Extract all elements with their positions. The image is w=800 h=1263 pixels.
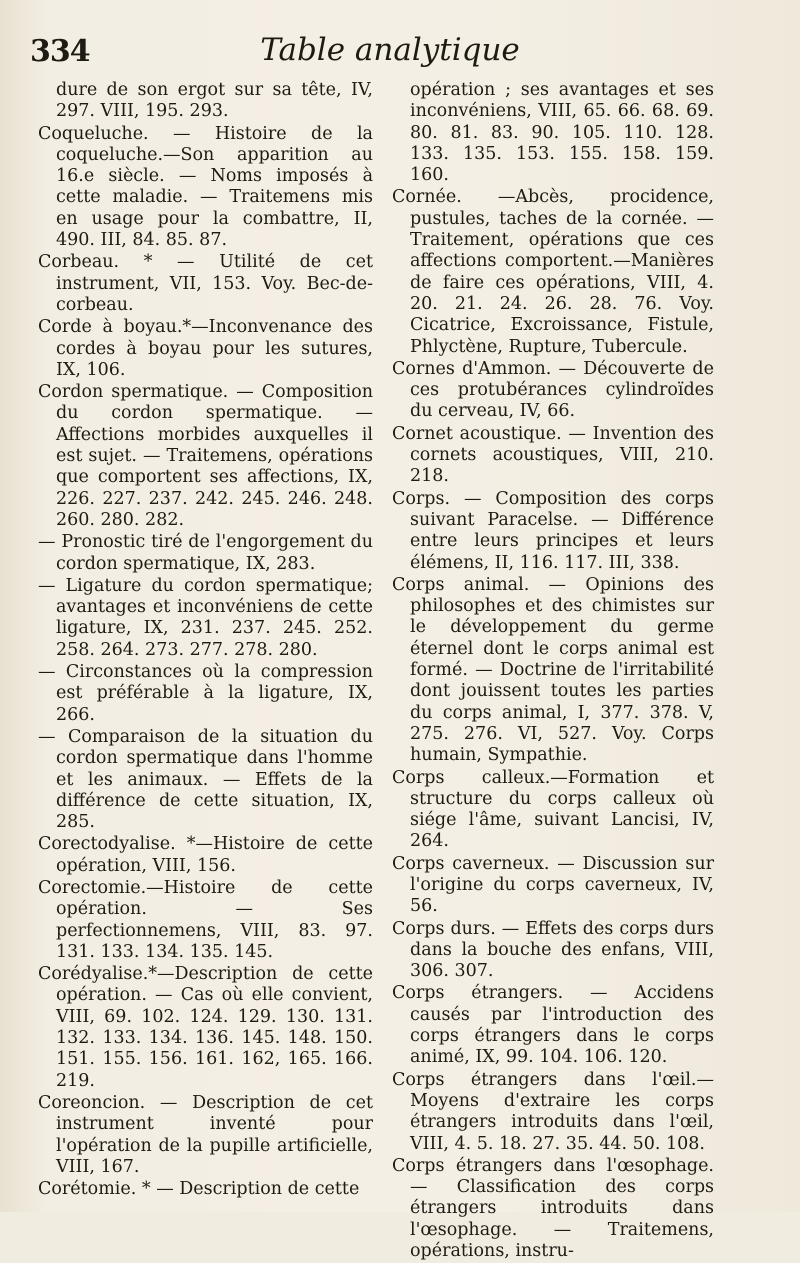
index-entry: — Comparaison de la situation du cordon spermatique dans l'homme et les animaux. — Effets de la différence de cette situation, IX, 285.: [38, 726, 373, 833]
index-entry: Corde à boyau.*—Inconvenance des cordes à boyau pour les sutures, IX, 106.: [38, 317, 373, 380]
left-column: [38, 80, 373, 1201]
index-entry: Corétomie. * — Description de cette: [38, 1179, 360, 1200]
index-entry: dure de son ergot sur sa tête, IV, 297. VIII, 195. 293.: [56, 80, 373, 122]
index-entry: Coqueluche. — Histoire de la coqueluche.—Son apparition au 16.e siècle. — Noms imposés à cette maladie. — Traitemens mis en usage pour la combattre, II, 490. III, 84. 85. 87.: [38, 123, 373, 251]
index-entry: Corectodyalise. *—Histoire de cette opération, VIII, 156.: [38, 834, 373, 876]
index-entry: Corédyalise.*—Description de cette opération. — Cas où elle convient, VIII, 69. 102. 124. 129. 130. 131. 132. 133. 134. 136. 145. 148. 150. 151. 155. 156. 161. 162, 165. 166. 219.: [38, 964, 373, 1091]
index-entry: Corbeau. * — Utilité de cet instrument, VII, 153. Voy. Bec-de-corbeau.: [38, 252, 373, 315]
index-entry: Corps caverneux. — Discussion sur l'origine du corps caverneux, IV, 56.: [392, 853, 714, 917]
index-entry: Corps. — Composition des corps suivant Paracelse. — Différence entre leurs principes et leurs élémens, II, 116. 117. III, 338.: [392, 488, 714, 573]
index-entry: Cornes d'Ammon. — Découverte de ces protubérances cylindroïdes du cerveau, IV, 66.: [392, 358, 714, 422]
index-entry: Corps calleux.—Formation et structure du corps calleux où siége l'âme, suivant Lancisi, IV, 264.: [392, 767, 714, 852]
running-head: Table analytique: [260, 32, 520, 68]
index-entry: Cornet acoustique. — Invention des cornets acoustiques, VIII, 210. 218.: [392, 423, 714, 487]
index-entry: — Ligature du cordon spermatique; avantages et inconvéniens de cette ligature, IX, 231. 237. 245. 252. 258. 264. 273. 277. 278. 280.: [38, 575, 373, 660]
index-entry: — Circonstances où la compression est préférable à la ligature, IX, 266.: [38, 662, 373, 725]
index-entry: Corps étrangers dans l'œsophage.— Classification des corps étrangers introduits dans l'œsophage. — Traitemens, opérations, instru-: [392, 1155, 714, 1262]
index-entry: Cornée. —Abcès, procidence, pustules, taches de la cornée. — Traitement, opérations que ces affections comportent.—Manières de faire ces opérations, VIII, 4. 20. 21. 24. 26. 28. 76. Voy. Cicatrice, Excroissance, Fistule, Phlyctène, Rupture, Tubercule.: [392, 187, 714, 357]
index-entry: — Pronostic tiré de l'engorgement du cordon spermatique, IX, 283.: [38, 532, 373, 574]
index-entry: Corps durs. — Effets des corps durs dans la bouche des enfans, VIII, 306. 307.: [392, 918, 714, 982]
index-entry: Corps animal. — Opinions des philosophes et des chimistes sur le développement du germe éternel dont le corps animal est formé. — Doctrine de l'irritabilité dont jouissent toutes les parties du corps animal, I, 377. 378. V, 275. 276. VI, 527. Voy. Corps humain, Sympathie.: [392, 574, 714, 766]
index-entry: Corps étrangers dans l'œil.—Moyens d'extraire les corps étrangers introduits dans l'œil, VIII, 4. 5. 18. 27. 35. 44. 50. 108.: [392, 1069, 714, 1154]
page-number: 334: [30, 34, 90, 69]
index-entry: Corps étrangers. — Accidens causés par l'introduction des corps étrangers dans le corps animé, IX, 99. 104. 106. 120.: [392, 983, 714, 1068]
right-column: [392, 80, 714, 1263]
index-entry: Coreoncion. — Description de cet instrument inventé pour l'opération de la pupille artificielle, VIII, 167.: [38, 1092, 373, 1177]
index-entry: Corectomie.—Histoire de cette opération. — Ses perfectionnemens, VIII, 83. 97. 131. 133. 134. 135. 145.: [38, 877, 373, 962]
index-entry: Cordon spermatique. — Composition du cordon spermatique. — Affections morbides auxquelles il est sujet. — Traitemens, opérations que comportent ses affections, IX, 226. 227. 237. 242. 245. 246. 248. 260. 280. 282.: [38, 382, 373, 530]
index-entry: opération ; ses avantages et ses inconvéniens, VIII, 65. 66. 68. 69. 80. 81. 83. 90. 105. 110. 128. 133. 135. 153. 155. 158. 159. 160.: [410, 80, 714, 186]
